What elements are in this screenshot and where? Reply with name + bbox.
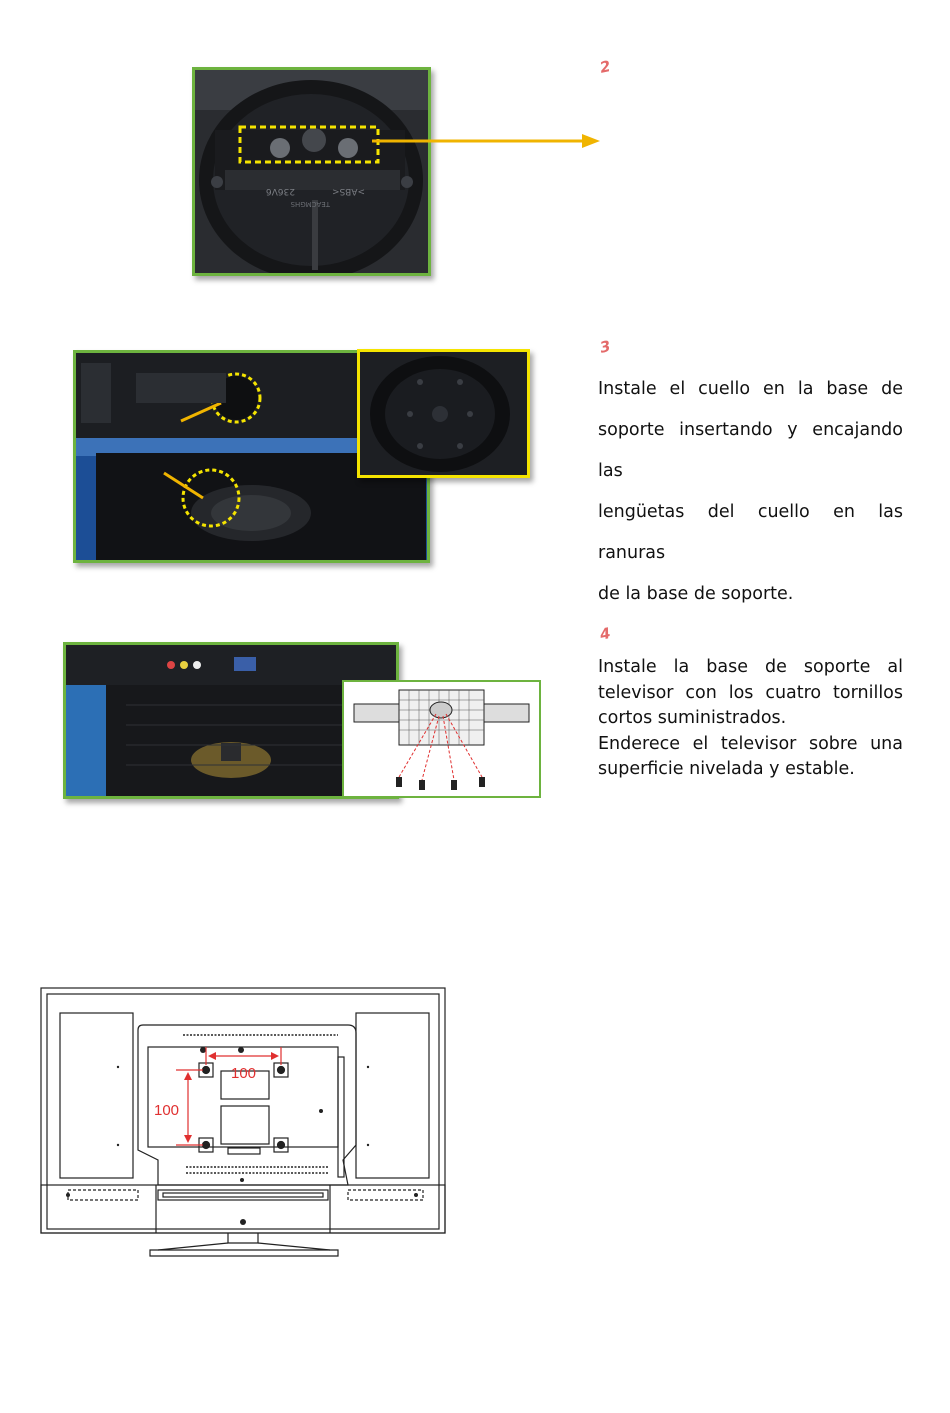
- step-3-line: soporte insertando y encajando las: [598, 420, 903, 481]
- neck-screws-photo: [192, 67, 431, 276]
- marking-1: 236V6: [265, 186, 295, 196]
- step-2-number: 2: [598, 57, 612, 77]
- vesa-vertical-label: 100: [154, 1102, 180, 1119]
- pointer-arrow: [372, 131, 602, 155]
- step-4-line: Instale la base de soporte al: [598, 657, 903, 677]
- neck-bottom-inset: [357, 349, 530, 478]
- step-4-text: [598, 655, 903, 783]
- step-3-line: lengüetas del cuello en las ranuras: [598, 502, 903, 563]
- step-3-line: de la base de soporte.: [598, 584, 794, 604]
- step-4-line: Enderece el televisor sobre una: [598, 733, 903, 754]
- step-3-text: [598, 369, 903, 615]
- screw-diagram-inset: [342, 680, 541, 798]
- tv-back-vesa-diagram: [38, 985, 450, 1264]
- step-3-number: 3: [598, 337, 612, 357]
- vesa-horizontal-label: 100: [231, 1065, 257, 1082]
- step-3-line: Instale el cuello en la base de: [598, 379, 903, 399]
- marking-2: >ABS<: [332, 186, 365, 196]
- step-4-line: cortos suministrados.: [598, 708, 787, 728]
- step-4-number: 4: [598, 624, 612, 644]
- step-4-line: televisor con los cuatro tornillos: [598, 682, 903, 703]
- step-4-line: superficie nivelada y estable.: [598, 759, 855, 779]
- marking-3: TEACMGHS: [290, 200, 330, 208]
